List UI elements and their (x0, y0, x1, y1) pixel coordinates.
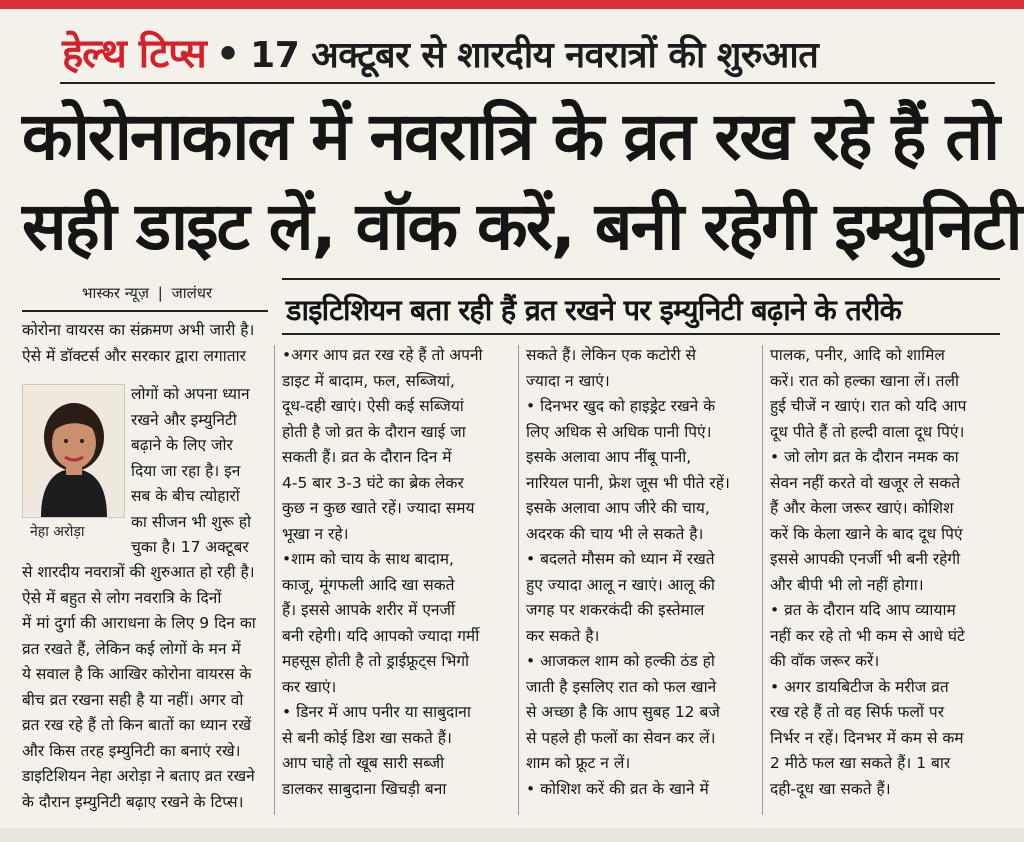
column-line: शाम को फ्रूट न लें। (526, 754, 631, 772)
subhead-rule-top (282, 278, 1000, 280)
column-line: रखने और इम्युनिटी (131, 410, 237, 429)
column-line: डाइट में बादाम, फल, सब्जियां, (282, 371, 455, 390)
column-line: सेवन नहीं करते वो खजूर ले सकते (770, 473, 961, 492)
column-line: ऐसे में डॉक्टर्स और सरकार द्वारा लगातार (22, 346, 246, 365)
column-2 (282, 343, 512, 802)
column-line: सब के बीच त्योहारों (131, 487, 240, 505)
column-line: दूध पीते हैं तो हल्दी वाला दूध पिएं। (770, 422, 965, 441)
column-line: हैं और केला जरूर खाएं। कोशिश (770, 499, 954, 517)
byline-separator: | (157, 284, 163, 302)
column-line: सकती हैं। व्रत के दौरान दिन में (282, 448, 452, 466)
headline-line-2: सही डाइट लें, वॉक करें, बनी रहेगी इम्युनिटी (22, 188, 1021, 265)
byline-city: जालंधर (171, 284, 213, 302)
column-line: निर्भर न रहें। दिनभर में कम से कम (770, 728, 964, 747)
kicker-text: 17 अक्टूबर से शारदीय नवरात्रों की शुरुआत (250, 35, 819, 76)
subhead-rule-bottom (282, 333, 1000, 335)
column-line: बढ़ाने के लिए जोर (131, 436, 233, 454)
column-line: होती है जो व्रत के दौरान खाई जा (282, 422, 466, 441)
column-divider (762, 345, 763, 815)
column-divider (274, 345, 275, 815)
column-line: डाइटिशियन नेहा अरोड़ा ने बताए व्रत रखने (22, 767, 255, 785)
kicker-brand: हेल्थ टिप्स (62, 31, 206, 77)
column-1-wrap (131, 382, 268, 561)
column-line: 2 मीठे फल खा सकते हैं। 1 बार (770, 754, 951, 772)
column-line: नारियल पानी, फ्रेश जूस भी पीते रहें। (526, 473, 730, 492)
column-line: हैं। इससे आपके शरीर में एनर्जी (282, 601, 456, 619)
column-line: इसके अलावा आप जीरे की चाय, (526, 499, 710, 517)
column-line: हुई चीजें न खाएं। रात को यदि आप (770, 397, 967, 415)
top-red-bar (0, 0, 1024, 9)
column-line: और बीपी भी लो नहीं होगा। (770, 575, 924, 594)
column-line: से शारदीय नवरात्रों की शुरुआत हो रही है। (22, 563, 255, 581)
column-line: • बदलते मौसम को ध्यान में रखते (526, 550, 715, 568)
column-line: कर सकते है। (526, 626, 600, 645)
column-line: भूखा न रहे। (282, 524, 349, 543)
column-3 (526, 343, 756, 802)
column-line: करें। रात को हल्का खाना लें। तली (770, 371, 959, 390)
column-line: करें कि केला खाने के बाद दूध पिएं (770, 524, 963, 543)
column-line: ज्यादा न खाएं। (526, 371, 610, 390)
column-line: आप चाहे तो खूब सारी सब्जी (282, 754, 445, 772)
column-line: • आजकल शाम को हल्की ठंड हो (526, 652, 715, 670)
column-line: दिया जा रहा है। इन (131, 461, 241, 480)
column-line: • डिनर में आप पनीर या साबुदाना (282, 703, 471, 721)
column-line: ऐसे में बहुत से लोग नवरात्रि के दिनों (22, 588, 222, 607)
photo-caption: नेहा अरोड़ा (30, 524, 85, 540)
column-line: डालकर साबुदाना खिचड़ी बना (282, 779, 447, 798)
column-line: जाती है इसलिए रात को फल खाने (526, 677, 717, 696)
column-divider (518, 345, 519, 815)
page-bottom-edge (0, 828, 1024, 842)
column-line: 4-5 बार 3-3 घंटे का ब्रेक लेकर (282, 473, 464, 492)
column-line: जगह पर शकरकंदी की इस्तेमाल (526, 601, 705, 619)
author-photo (22, 384, 125, 518)
column-line: रख रहे हैं तो वह सिर्फ फलों पर (770, 703, 945, 721)
column-line: • अगर डायबिटीज के मरीज व्रत (770, 677, 949, 696)
column-line: चुका है। 17 अक्टूबर (131, 538, 249, 556)
byline (82, 283, 212, 303)
column-line: इसके अलावा आप नींबू पानी, (526, 448, 692, 466)
column-line: इससे आपकी एनर्जी भी बनी रहेगी (770, 550, 961, 568)
column-line: कोरोना वायरस का संक्रमण अभी जारी है। (22, 321, 255, 339)
column-line: से अच्छा है कि आप सुबह 12 बजे (526, 703, 720, 721)
column-line: हुए ज्यादा आलू न खाएं। आलू की (526, 575, 715, 594)
column-line: से बनी कोई डिश खा सकते हैं। (282, 728, 452, 747)
column-line: कुछ न कुछ खाते रहें। ज्यादा समय (282, 499, 475, 517)
kicker-rule (60, 82, 995, 84)
column-4 (770, 343, 1002, 802)
column-line: कर खाएं। (282, 677, 337, 696)
column-line: में मां दुर्गा की आराधना के लिए 9 दिन का (22, 614, 256, 632)
column-line: काजू, मूंगफली आदि खा सकते (282, 575, 455, 594)
column-line: •अगर आप व्रत रख रहे हैं तो अपनी (282, 346, 483, 364)
subhead: डाइटिशियन बता रही हैं व्रत रखने पर इम्युनिटी बढ़ाने के तरीके (286, 293, 902, 327)
headline-line-1: कोरोनाकाल में नवरात्रि के व्रत रख रहे हैं तो (22, 98, 999, 175)
column-line: और किस तरह इम्युनिटी का बनाएं रखे। (22, 741, 241, 760)
column-line: • कोशिश करें की व्रत के खाने में (526, 779, 709, 798)
column-line: बीच व्रत रखना सही है या नहीं। अगर वो (22, 690, 244, 709)
column-line: अदरक की चाय भी ले सकते है। (526, 524, 704, 543)
column-line: लिए अधिक से अधिक पानी पिएं। (526, 422, 712, 441)
column-line: बनी रहेगी। यदि आपको ज्यादा गर्मी (282, 626, 480, 645)
column-line: दूध-दही खाएं। ऐसी कई सब्जियां (282, 397, 464, 415)
column-line: से पहले ही फलों का सेवन कर लें। (526, 728, 716, 747)
column-line: व्रत रख रहे हैं तो किन बातों का ध्यान रखें (22, 716, 252, 734)
column-line: ये सवाल है कि आखिर कोरोना वायरस के (22, 665, 252, 683)
column-line: के दौरान इम्युनिटी बढ़ाए रखने के टिप्स। (22, 792, 244, 811)
column-line: दही-दूध खा सकते हैं। (770, 779, 891, 798)
column-line: लोगों को अपना ध्यान (131, 385, 250, 403)
column-line: की वॉक जरूर करें। (770, 652, 880, 670)
column-1-bottom (22, 560, 268, 815)
byline-source: भास्कर न्यूज़ (82, 284, 149, 302)
author-portrait-icon (23, 385, 124, 517)
byline-rule (22, 310, 268, 312)
column-line: • व्रत के दौरान यदि आप व्यायाम (770, 601, 956, 619)
column-line: • जो लोग व्रत के दौरान नमक का (770, 448, 959, 466)
column-1-top (22, 318, 268, 369)
column-line: नहीं कर रहे तो भी कम से आधे घंटे (770, 626, 965, 645)
headline (22, 92, 1021, 272)
column-line: • दिनभर खुद को हाइड्रेट रखने के (526, 397, 716, 415)
column-line: •शाम को चाय के साथ बादाम, (282, 550, 454, 568)
kicker (62, 24, 962, 80)
column-line: सकते हैं। लेकिन एक कटोरी से (526, 346, 697, 364)
column-line: व्रत रखते हैं, लेकिन कई लोगों के मन में (22, 639, 241, 658)
column-line: का सीजन भी शुरू हो (131, 512, 251, 531)
column-line: पालक, पनीर, आदि को शामिल (770, 346, 945, 364)
kicker-separator: • (215, 32, 241, 76)
column-line: महसूस होती है तो ड्राईफ्रूट्स भिगो (282, 652, 470, 670)
